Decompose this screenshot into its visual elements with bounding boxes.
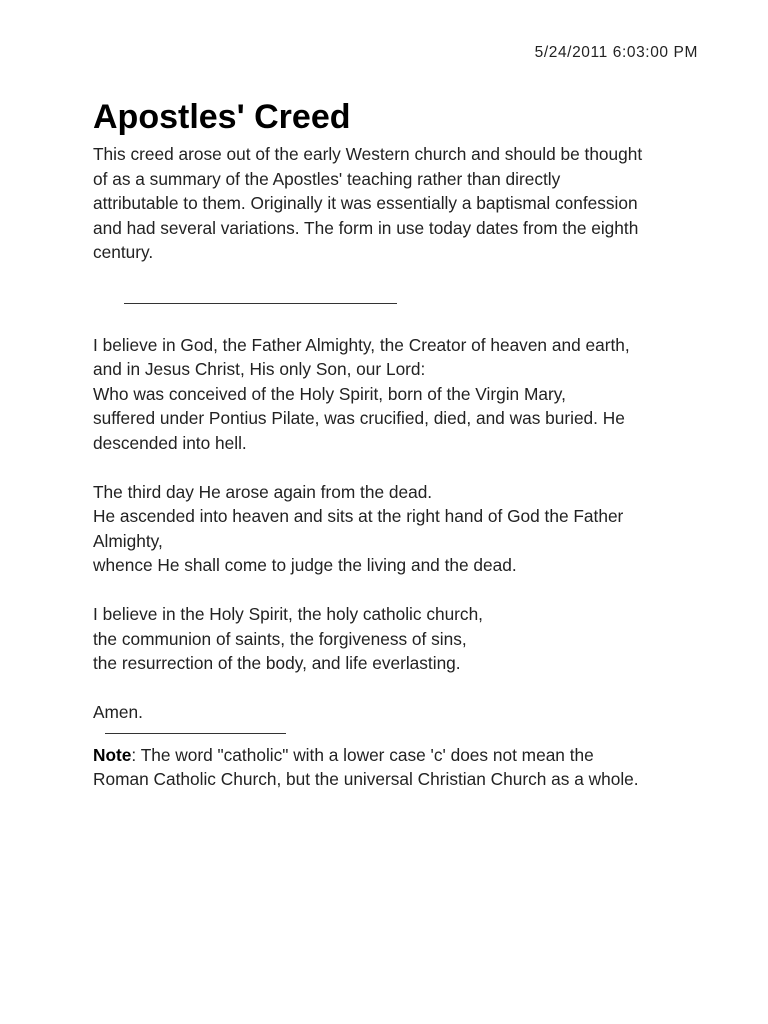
- creed-line: descended into hell.: [93, 432, 247, 453]
- intro-line: attributable to them. Originally it was essentially a baptismal confession: [93, 193, 638, 213]
- note-text: : The word "catholic" with a lower case 'c' does not mean the: [131, 744, 594, 765]
- footnote-line: [93, 743, 693, 768]
- creed-line: and in Jesus Christ, His only Son, our Lord:: [93, 359, 426, 379]
- creed-line: suffered under Pontius Pilate, was crucified, died, and was buried. He: [93, 408, 625, 428]
- stanza-spacer: [93, 578, 693, 603]
- document-body: [93, 92, 693, 792]
- creed-line: I believe in God, the Father Almighty, the Creator of heaven and earth,: [93, 334, 630, 355]
- creed-line: I believe in the Holy Spirit, the holy catholic church,: [93, 604, 483, 624]
- note-divider: [105, 733, 286, 734]
- creed-line: the resurrection of the body, and life everlasting.: [93, 653, 461, 673]
- footnote: [93, 743, 693, 792]
- stanza-spacer: [93, 455, 693, 480]
- creed-line: whence He shall come to judge the living and the dead.: [93, 555, 517, 575]
- intro-line: and had several variations. The form in use today dates from the eighth: [93, 217, 639, 238]
- amen-text: Amen.: [93, 702, 143, 722]
- creed-line: Who was conceived of the Holy Spirit, born of the Virgin Mary,: [93, 383, 566, 404]
- intro-line: This creed arose out of the early Western church and should be thought: [93, 144, 643, 164]
- creed-line: The third day He arose again from the dead.: [93, 481, 433, 502]
- stanza-spacer: [93, 676, 693, 701]
- intro-line: of as a summary of the Apostles' teaching rather than directly: [93, 168, 561, 189]
- creed-line: He ascended into heaven and sits at the right hand of God the Father: [93, 506, 624, 526]
- intro-paragraph: [93, 142, 693, 265]
- section-divider: [124, 303, 397, 304]
- creed-line: Almighty,: [93, 530, 163, 551]
- note-label: Note: [93, 744, 132, 765]
- amen-line: [93, 700, 693, 725]
- intro-line: century.: [93, 242, 154, 262]
- creed-stanza-2: [93, 480, 693, 578]
- print-timestamp: 5/24/2011 6:03:00 PM: [534, 44, 698, 61]
- creed-stanza-1: [93, 333, 693, 456]
- footnote-line: Roman Catholic Church, but the universal Christian Church as a whole.: [93, 769, 639, 789]
- creed-stanza-3: [93, 602, 693, 676]
- page-title: Apostles' Creed: [93, 98, 351, 136]
- creed-line: the communion of saints, the forgiveness of sins,: [93, 628, 467, 649]
